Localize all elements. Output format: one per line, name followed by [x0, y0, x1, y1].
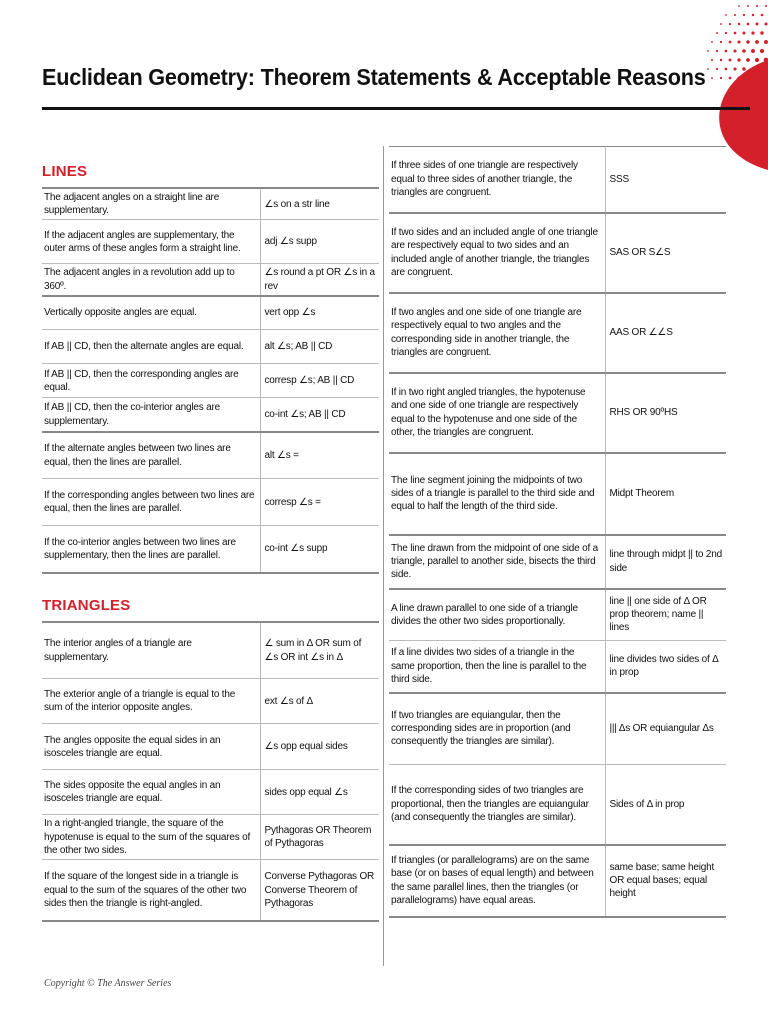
statement-cell: The line drawn from the midpoint of one side of a triangle, parallel to another side, bisects the third side. [389, 535, 605, 589]
reason-cell: Midpt Theorem [605, 453, 726, 535]
decorative-dot [742, 49, 746, 53]
reason-cell: SAS OR S∠S [605, 213, 726, 293]
decorative-dot [725, 14, 727, 16]
reason-cell: corresp ∠s = [260, 479, 379, 526]
table-row [42, 622, 379, 679]
decorative-dot [746, 40, 749, 43]
statement-cell: If the adjacent angles are supplementary, the outer arms of these angles form a straight line. [42, 220, 260, 264]
decorative-dot [746, 58, 750, 62]
reason-cell: corresp ∠s; AB || CD [260, 364, 379, 398]
decorative-dot [747, 5, 749, 7]
table-row [42, 296, 379, 330]
decorative-dot [751, 67, 755, 71]
table-row [42, 398, 379, 432]
column-divider [383, 146, 384, 966]
reason-cell: Pythagoras OR Theorem of Pythagoras [260, 815, 379, 860]
decorative-dot [725, 50, 728, 53]
statement-cell: If the co-interior angles between two lines are supplementary, then the lines are parallel. [42, 526, 260, 573]
decorative-dot [720, 77, 722, 79]
decorative-dot [765, 5, 767, 7]
reason-cell: SSS [605, 147, 726, 213]
congruency-similarity-table [389, 146, 726, 918]
statement-cell: If two triangles are equiangular, then the corresponding sides are in proportion (and consequently the triangles are similar). [389, 693, 605, 765]
table-row [389, 641, 726, 693]
table-row [389, 589, 726, 641]
statement-cell: If AB || CD, then the alternate angles are equal. [42, 330, 260, 364]
table-row [42, 330, 379, 364]
decorative-dot [755, 76, 759, 80]
table-row [42, 264, 379, 296]
decorative-dot [716, 68, 718, 70]
reason-cell: ∠s on a str line [260, 188, 379, 220]
decorative-dot [752, 14, 754, 16]
table-row [389, 693, 726, 765]
decorative-dot [716, 50, 718, 52]
statement-cell: If in two right angled triangles, the hypotenuse and one side of one triangle are respectively equal to the hypotenuse and one side of the other, the triangles are congruent. [389, 373, 605, 453]
decorative-dot [737, 76, 740, 79]
decorative-dot [738, 5, 740, 7]
decorative-dot [755, 58, 759, 62]
decorative-dot [761, 14, 764, 17]
statement-cell: The sides opposite the equal angles in an isosceles triangle are equal. [42, 770, 260, 815]
decorative-dot [729, 59, 732, 62]
statement-cell: If AB || CD, then the corresponding angles are equal. [42, 364, 260, 398]
table-row [389, 213, 726, 293]
decorative-dot [737, 58, 740, 61]
decorative-dot [733, 49, 736, 52]
reason-cell: AAS OR ∠∠S [605, 293, 726, 373]
reason-cell: sides opp equal ∠s [260, 770, 379, 815]
table-row [389, 765, 726, 845]
statement-cell: If a line divides two sides of a triangle in the same proportion, then the line is parallel to the third side. [389, 641, 605, 693]
reason-cell: alt ∠s; AB || CD [260, 330, 379, 364]
statement-cell: If AB || CD, then the co-interior angles are supplementary. [42, 398, 260, 432]
table-row [42, 364, 379, 398]
statement-cell: The exterior angle of a triangle is equal to the sum of the interior opposite angles. [42, 679, 260, 724]
decorative-dot [743, 14, 745, 16]
page-title: Euclidean Geometry: Theorem Statements & Acceptable Reasons [42, 64, 706, 90]
table-row [42, 479, 379, 526]
statement-cell: In a right-angled triangle, the square of the hypotenuse is equal to the sum of the squares of the other two sides. [42, 815, 260, 860]
decorative-dot [729, 41, 732, 44]
decorative-dot [746, 76, 749, 79]
decorative-dot [765, 23, 768, 26]
reason-cell: ||| Δs OR equiangular Δs [605, 693, 726, 765]
reason-cell: Sides of Δ in prop [605, 765, 726, 845]
decorative-dot [716, 32, 718, 34]
table-row [42, 679, 379, 724]
decorative-dot [756, 5, 758, 7]
table-row [42, 432, 379, 479]
left-column [42, 156, 379, 922]
statement-cell: A line drawn parallel to one side of a triangle divides the other two sides proportionally. [389, 589, 605, 641]
decorative-dot [729, 77, 732, 80]
reason-cell: ext ∠s of Δ [260, 679, 379, 724]
decorative-dot [751, 31, 754, 34]
reason-cell: co-int ∠s; AB || CD [260, 398, 379, 432]
decorative-dot [760, 67, 764, 71]
table-row [389, 453, 726, 535]
decorative-dot [725, 68, 728, 71]
decorative-dot [742, 67, 746, 71]
reason-cell: alt ∠s = [260, 432, 379, 479]
decorative-dot [764, 76, 768, 80]
reason-cell: same base; same height OR equal bases; equal height [605, 845, 726, 917]
decorative-dot [755, 40, 759, 44]
reason-cell: ∠ sum in Δ OR sum of ∠s OR int ∠s in Δ [260, 622, 379, 679]
decorative-dot [711, 41, 713, 43]
decorative-dot [751, 49, 755, 53]
decorative-dot [734, 32, 737, 35]
table-row [42, 815, 379, 860]
title-rule [42, 107, 750, 110]
decorative-dot [734, 14, 736, 16]
statement-cell: If two angles and one side of one triangle are respectively equal to two angles and the corresponding side in another triangle, the triangles are congruent. [389, 293, 605, 373]
table-row [42, 220, 379, 264]
statement-cell: If three sides of one triangle are respectively equal to three sides of another triangle, the triangles are congruent. [389, 147, 605, 213]
reason-cell: adj ∠s supp [260, 220, 379, 264]
decorative-dot [756, 23, 759, 26]
right-column [389, 146, 726, 918]
decorative-dot [720, 41, 722, 43]
table-row [42, 770, 379, 815]
decorative-dot [738, 23, 740, 25]
statement-cell: If triangles (or parallelograms) are on the same base (or on bases of equal length) and between the same parallel lines, then the triangles (or parallelograms) have equal areas. [389, 845, 605, 917]
table-row [389, 845, 726, 917]
table-row [389, 293, 726, 373]
table-row [42, 526, 379, 573]
decorative-dot [707, 50, 709, 52]
statement-cell: If the square of the longest side in a triangle is equal to the sum of the squares of the other two sides then the triangle is right-angled. [42, 859, 260, 921]
statement-cell: The adjacent angles on a straight line are supplementary. [42, 188, 260, 220]
table-row [42, 188, 379, 220]
table-row [42, 859, 379, 921]
decorative-dot [743, 32, 746, 35]
decorative-dot [720, 59, 722, 61]
reason-cell: Converse Pythagoras OR Converse Theorem of Pythagoras [260, 859, 379, 921]
statement-cell: The adjacent angles in a revolution add up to 360º. [42, 264, 260, 296]
table-row [389, 147, 726, 213]
decorative-dot [764, 40, 768, 44]
reason-cell: line through midpt || to 2nd side [605, 535, 726, 589]
statement-cell: If the corresponding sides of two triangles are proportional, then the triangles are equiangular (and consequently the triangles are similar). [389, 765, 605, 845]
reason-cell: ∠s round a pt OR ∠s in a rev [260, 264, 379, 296]
decorative-dot [725, 32, 727, 34]
copyright-notice: Copyright © The Answer Series [44, 978, 172, 989]
decorative-dot [747, 23, 750, 26]
statement-cell: If the alternate angles between two lines are equal, then the lines are parallel. [42, 432, 260, 479]
section-heading-lines: LINES [42, 163, 88, 180]
decorative-dot [729, 23, 731, 25]
decorative-arc [719, 60, 768, 170]
statement-cell: The interior angles of a triangle are supplementary. [42, 622, 260, 679]
statement-cell: If two sides and an included angle of one triangle are respectively equal to two sides and an included angle of another triangle, the triangles are congruent. [389, 213, 605, 293]
statement-cell: The line segment joining the midpoints of two sides of a triangle is parallel to the third side and equal to half the length of the third side. [389, 453, 605, 535]
table-row [42, 724, 379, 770]
reason-cell: ∠s opp equal sides [260, 724, 379, 770]
section-heading-triangles: TRIANGLES [42, 596, 131, 614]
decorative-dot [720, 23, 722, 25]
table-row [389, 373, 726, 453]
decorative-dot [760, 31, 763, 34]
statement-cell: If the corresponding angles between two lines are equal, then the lines are parallel. [42, 479, 260, 526]
decorative-dot [707, 68, 709, 70]
decorative-dot [711, 59, 713, 61]
reason-cell: RHS OR 90ºHS [605, 373, 726, 453]
decorative-dot [760, 49, 764, 53]
table-row [389, 535, 726, 589]
decorative-dot [737, 40, 740, 43]
reason-cell: vert opp ∠s [260, 296, 379, 330]
reason-cell: co-int ∠s supp [260, 526, 379, 573]
triangles-table [42, 621, 379, 923]
statement-cell: The angles opposite the equal sides in an isosceles triangle are equal. [42, 724, 260, 770]
statement-cell: Vertically opposite angles are equal. [42, 296, 260, 330]
decorative-dot [733, 67, 736, 70]
lines-table [42, 187, 379, 574]
reason-cell: line || one side of Δ OR prop theorem; name || lines [605, 589, 726, 641]
reason-cell: line divides two sides of Δ in prop [605, 641, 726, 693]
decorative-dot [711, 77, 713, 79]
